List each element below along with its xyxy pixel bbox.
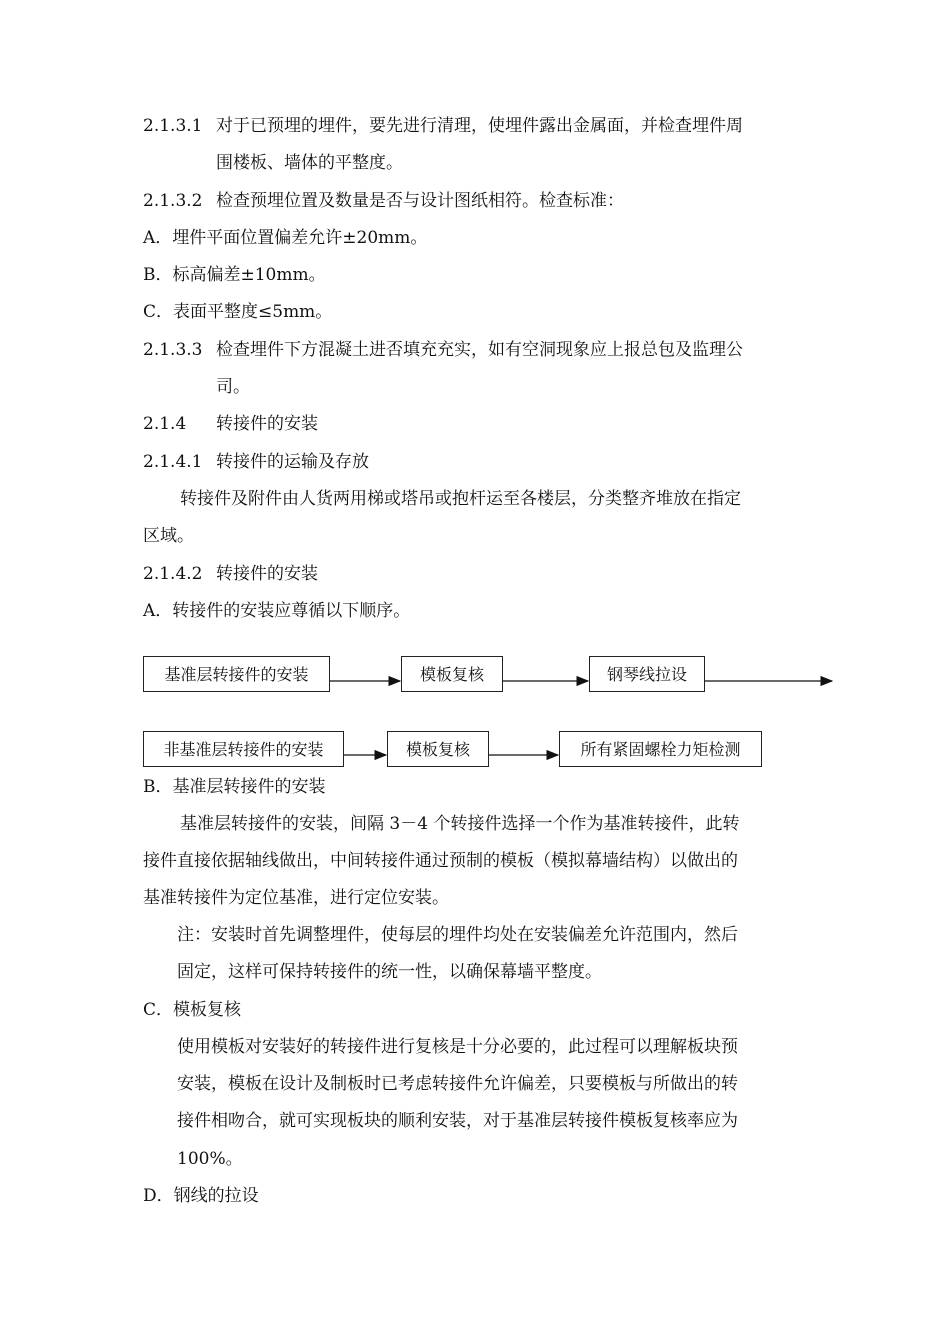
section-c-line3: 接件相吻合，就可实现板块的顺利安装，对于基准层转接件模板复核率应为 [177,1111,738,1131]
section-text: 检查埋件下方混凝土进否填充充实，如有空洞现象应上报总包及监理公 [216,340,743,360]
section-number: 2.1.4.1 [143,452,203,472]
section-text: 对于已预埋的埋件，要先进行清理，使埋件露出金属面，并检查埋件周 [216,116,743,136]
section-b-note1: 注：安装时首先调整埋件，使每层的埋件均处在安装偏差允许范围内，然后 [177,925,738,945]
flow-box-template-check-2: 模板复核 [387,731,489,767]
section-b-line3: 基准转接件为定位基准，进行定位安装。 [143,888,449,908]
section-b-line2: 接件直接依据轴线做出，中间转接件通过预制的模板（模拟幕墙结构）以做出的 [143,851,738,871]
section-text: 转接件的安装 [216,564,318,584]
section-2131-cont: 围楼板、墙体的平整度。 [216,153,403,173]
flow-box-bolt-torque-check: 所有紧固螺栓力矩检测 [559,731,762,767]
section-b-title: B．基准层转接件的安装 [143,777,326,797]
item-a-position: A．埋件平面位置偏差允许±20mm。 [143,228,428,248]
section-text: 转接件的运输及存放 [216,452,369,472]
section-text: 检查预埋位置及数量是否与设计图纸相符。检查标准： [216,191,624,211]
section-number: 2.1.4 [143,414,187,434]
section-2133-cont: 司。 [216,377,250,397]
flow-box-template-check: 模板复核 [401,656,503,692]
flow-box-non-base-floor-install: 非基准层转接件的安装 [143,731,344,767]
section-d-title: D．钢线的拉设 [143,1186,259,1206]
section-c-line4: 100%。 [177,1149,243,1169]
section-text: 转接件的安装 [216,414,318,434]
section-b-note2: 固定，这样可保持转接件的统一性，以确保幕墙平整度。 [177,962,602,982]
section-number: 2.1.3.2 [143,191,203,211]
section-b-line1: 基准层转接件的安装，间隔 3－4 个转接件选择一个作为基准转接件，此转 [180,814,740,834]
section-c-line1: 使用模板对安装好的转接件进行复核是十分必要的，此过程可以理解板块预 [177,1037,738,1057]
item-a-sequence: A．转接件的安装应尊循以下顺序。 [143,601,411,621]
paragraph-transport-line2: 区域。 [143,526,194,546]
section-c-title: C．模板复核 [143,1000,242,1020]
section-number: 2.1.3.3 [143,340,203,360]
paragraph-transport-line1: 转接件及附件由人货两用梯或塔吊或抱杆运至各楼层，分类整齐堆放在指定 [180,489,741,509]
section-number: 2.1.3.1 [143,116,203,136]
flow-box-base-floor-install: 基准层转接件的安装 [143,656,330,692]
section-number: 2.1.4.2 [143,564,203,584]
item-b-elevation: B．标高偏差±10mm。 [143,265,326,285]
flow-box-piano-wire: 钢琴线拉设 [589,656,705,692]
section-c-line2: 安装，模板在设计及制板时已考虑转接件允许偏差，只要模板与所做出的转 [177,1074,738,1094]
item-c-flatness: C．表面平整度≤5mm。 [143,302,333,322]
